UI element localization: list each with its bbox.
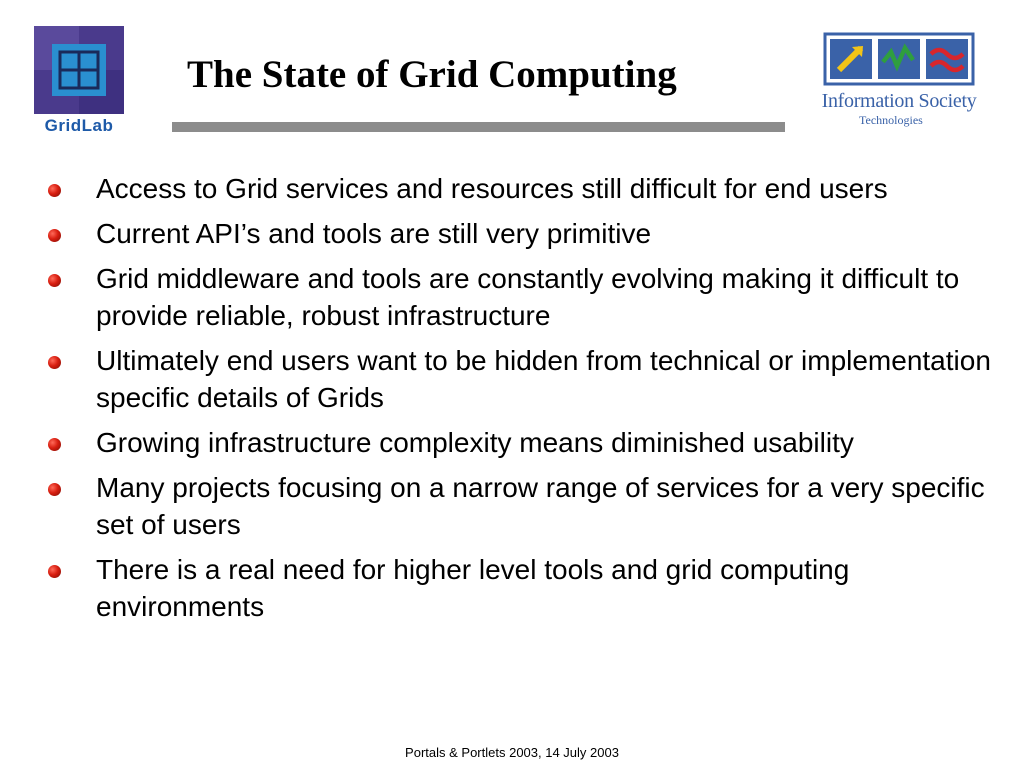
bullet-text: There is a real need for higher level tools and grid computing environments xyxy=(96,554,850,622)
title-divider xyxy=(172,122,785,132)
bullet-text: Ultimately end users want to be hidden from technical or implementation specific details of Grids xyxy=(96,345,991,413)
gridlab-logo-text: GridLab xyxy=(44,116,114,135)
bullet-dot-icon xyxy=(48,565,61,578)
bullet-text: Grid middleware and tools are constantly evolving making it difficult to provide reliable, robust infrastructure xyxy=(96,263,960,331)
bullet-text: Growing infrastructure complexity means diminished usability xyxy=(96,427,854,458)
bullet-item xyxy=(44,170,994,207)
bullet-item xyxy=(44,424,994,461)
bullet-item xyxy=(44,469,994,543)
ist-logo-line2: Technologies xyxy=(859,113,923,127)
ist-tiles-icon xyxy=(803,30,995,88)
bullet-list xyxy=(44,170,994,633)
slide-footer: Portals & Portlets 2003, 14 July 2003 xyxy=(405,745,619,760)
bullet-dot-icon xyxy=(48,274,61,287)
bullet-dot-icon xyxy=(48,356,61,369)
slide-title: The State of Grid Computing xyxy=(187,53,677,96)
ist-logo-line1: Information Society xyxy=(821,90,977,112)
bullet-dot-icon xyxy=(48,229,61,242)
gridlab-grid-icon xyxy=(30,24,128,116)
gridlab-logo xyxy=(30,24,128,136)
bullet-dot-icon xyxy=(48,483,61,496)
bullet-item xyxy=(44,260,994,334)
bullet-text: Access to Grid services and resources still difficult for end users xyxy=(96,173,888,204)
bullet-item xyxy=(44,551,994,625)
bullet-dot-icon xyxy=(48,438,61,451)
bullet-text: Many projects focusing on a narrow range of services for a very specific set of users xyxy=(96,472,985,540)
ist-logo xyxy=(803,30,995,130)
bullet-text: Current API’s and tools are still very primitive xyxy=(96,218,652,249)
bullet-item xyxy=(44,342,994,416)
bullet-item xyxy=(44,215,994,252)
bullet-dot-icon xyxy=(48,184,61,197)
